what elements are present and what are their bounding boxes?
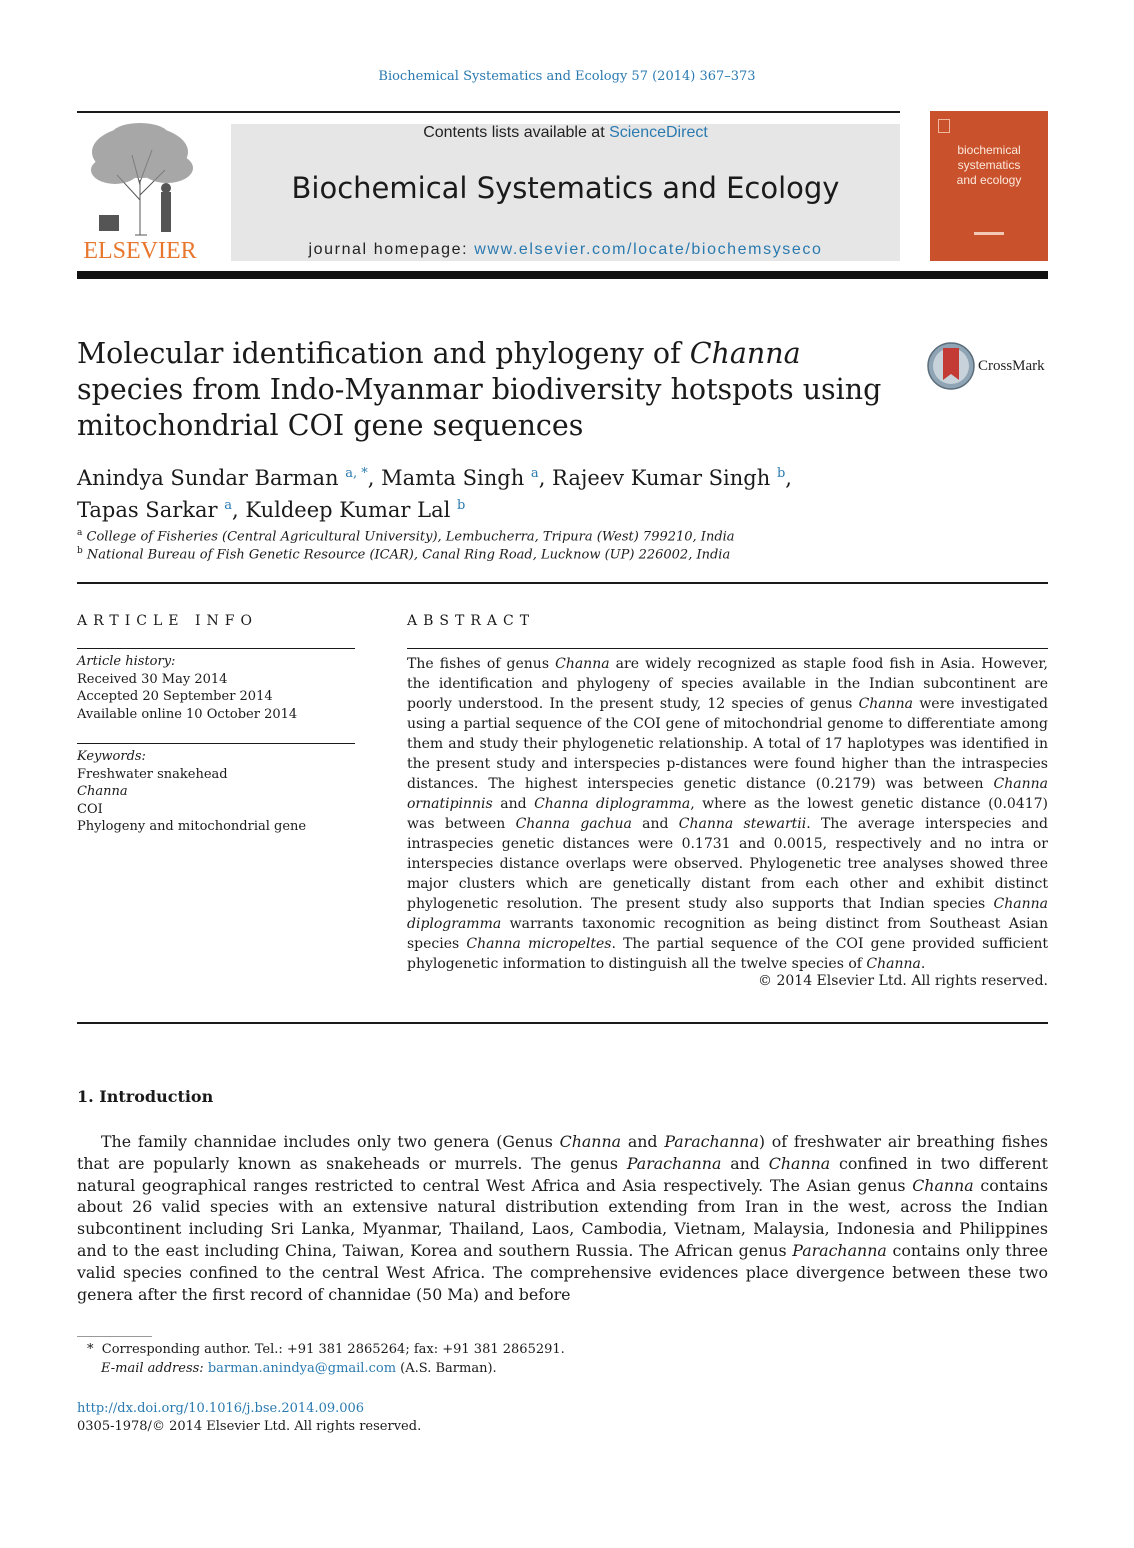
issn-line: 0305-1978/© 2014 Elsevier Ltd. All rights reserved.: [77, 1419, 422, 1434]
author-separator: ,: [538, 466, 553, 490]
text-run: contains about 26 valid species with an extensive natural distribution extending from Iran in the west, across the Indian subcontinent including Sri Lanka, Myanmar, Thailand, Laos, Cambodia, Vietnam, Malaysia, Indonesia and Philippines and to the east including China, Taiwan, Korea and southern Russia. The African genus: [77, 1175, 1048, 1260]
italic-term: Channa micropeltes: [466, 936, 612, 952]
homepage-prefix: journal homepage:: [308, 241, 475, 258]
text-run: . The average interspecies and intraspecies genetic distances were 0.1731 and 0.0015, respectively and no intra or interspecies distance overlaps were observed. Phylogenetic tree analyses showed three major clusters which are genetically distant from each other and exhibit distinct phylogenetic resolution. The present study also supports that Indian species: [407, 816, 1049, 912]
italic-term: Channa ornatipinnis: [407, 776, 1048, 812]
contents-line: [231, 124, 900, 142]
history-item: Received 30 May 2014: [77, 671, 228, 687]
keywords-rule: [77, 743, 355, 744]
article-title: [77, 336, 897, 444]
email-link[interactable]: barman.anindya@gmail.com: [207, 1361, 397, 1376]
publisher-wordmark: ELSEVIER: [83, 238, 197, 264]
text-run: and: [492, 796, 535, 812]
author[interactable]: [552, 466, 785, 490]
italic-term: Channa: [555, 656, 610, 672]
article-info-heading: ARTICLE INFO: [77, 613, 258, 629]
elsevier-logo: [77, 120, 203, 265]
text-run: are widely recognized as staple food fish in Asia. However, the identification and phylogeny of species available in the Indian subcontinent are poorly understood. In the present study, 12 species of genus: [407, 656, 1048, 712]
italic-term: Parachanna: [664, 1132, 759, 1151]
text-run: and: [621, 1132, 665, 1151]
text-run: .: [920, 956, 926, 972]
elsevier-tree-icon: [77, 120, 203, 238]
homepage-link[interactable]: www.elsevier.com/locate/biochemsyseco: [474, 241, 823, 258]
footnote-text: Corresponding author. Tel.: +91 381 2865264; fax: +91 381 2865291.: [101, 1342, 565, 1357]
italic-term: Channa: [866, 956, 921, 972]
italic-term: Parachanna: [792, 1240, 887, 1260]
doi[interactable]: [77, 1401, 364, 1416]
author-separator: ,: [367, 466, 382, 490]
affiliation-text: National Bureau of Fish Genetic Resource (ICAR), Canal Ring Road, Lucknow (UP) 226002, India: [86, 547, 731, 563]
journal-reference[interactable]: [0, 69, 1134, 84]
title-part: Molecular identification and phylogeny of: [77, 337, 690, 370]
author[interactable]: [245, 498, 465, 522]
cover-title: [938, 143, 1040, 188]
affiliation-mark: a: [77, 528, 83, 538]
italic-term: Channa diplogramma: [407, 896, 1048, 932]
keyword: Channa: [77, 784, 128, 799]
cover-logo-icon: [938, 119, 950, 133]
history-item: Available online 10 October 2014: [77, 706, 298, 722]
corresponding-author-note: [87, 1342, 565, 1357]
text-run: and: [721, 1153, 769, 1173]
crossmark-icon: [927, 342, 975, 390]
journal-reference-link[interactable]: Biochemical Systematics and Ecology 57 (2014) 367–373: [378, 69, 756, 84]
author-list: [77, 460, 977, 524]
affiliation: [77, 546, 730, 562]
affiliation-text: College of Fisheries (Central Agricultural University), Lembucherra, Tripura (West) 799210, India: [86, 529, 735, 545]
contents-prefix: Contents lists available at: [423, 124, 610, 141]
crossmark-label: CrossMark: [978, 358, 1045, 374]
keyword: Phylogeny and mitochondrial gene: [77, 819, 307, 834]
author[interactable]: [381, 466, 539, 490]
header-top-rule: [77, 111, 900, 113]
affiliation: [77, 528, 735, 544]
article-info-rule: [77, 648, 355, 649]
homepage-line: [231, 241, 900, 259]
author-separator: ,: [785, 466, 792, 490]
author-separator: ,: [232, 498, 246, 522]
journal-cover[interactable]: [930, 111, 1048, 261]
italic-term: Channa: [559, 1132, 622, 1151]
text-run: and: [631, 816, 679, 832]
cover-title-line: biochemical: [957, 143, 1021, 157]
author-name: Rajeev Kumar Singh: [552, 466, 771, 490]
author-affiliation-mark[interactable]: a: [224, 498, 232, 513]
italic-term: Parachanna: [626, 1153, 722, 1173]
text-run: , where as the lowest genetic distance (0.0417) was between: [407, 796, 1049, 832]
italic-term: Channa: [768, 1153, 831, 1173]
sciencedirect-link[interactable]: ScienceDirect: [609, 124, 708, 141]
text-run: ) of freshwater air breathing fishes that are popularly known as snakeheads or murrels. The genus: [77, 1132, 1048, 1173]
abstract-copyright: © 2014 Elsevier Ltd. All rights reserved.: [758, 973, 1048, 989]
text-run: The family channidae includes only two genera (Genus: [101, 1132, 560, 1151]
email-note: [101, 1361, 497, 1376]
abstract-body: [407, 654, 1048, 974]
text-run: . The partial sequence of the COI gene provided sufficient phylogenetic information to distinguish all the twelve species of: [407, 936, 1048, 972]
email-suffix: (A.S. Barman).: [396, 1361, 497, 1376]
footnote-rule: [77, 1336, 152, 1337]
email-label: E-mail address:: [101, 1361, 208, 1376]
author-name: Tapas Sarkar: [77, 498, 218, 522]
introduction-heading: 1. Introduction: [77, 1087, 214, 1106]
front-matter-rule: [77, 582, 1048, 584]
keyword: COI: [77, 801, 103, 817]
italic-term: Channa stewartii: [678, 816, 807, 832]
text-run: The fishes of genus: [407, 656, 556, 672]
text-run: warrants taxonomic recognition as being distinct from Southeast Asian species: [407, 916, 1048, 952]
author-name: Mamta Singh: [381, 466, 525, 490]
affiliation-mark: b: [77, 546, 83, 556]
italic-term: Channa: [912, 1175, 974, 1195]
cover-title-line: systematics: [957, 158, 1021, 172]
keywords-label: Keywords:: [77, 749, 146, 764]
doi-link[interactable]: http://dx.doi.org/10.1016/j.bse.2014.09.006: [77, 1401, 365, 1416]
history-item: Accepted 20 September 2014: [77, 689, 273, 704]
footnote-mark: *: [87, 1342, 94, 1357]
author-affiliation-mark[interactable]: b: [457, 498, 466, 513]
italic-term: Channa gachua: [515, 816, 632, 832]
history-label: Article history:: [77, 654, 176, 669]
journal-banner: [231, 124, 900, 261]
author-affiliation-mark[interactable]: b: [776, 466, 786, 481]
abstract-heading: ABSTRACT: [407, 613, 536, 629]
crossmark-badge[interactable]: [927, 342, 1049, 390]
keyword: Freshwater snakehead: [77, 766, 228, 782]
text-run: confined in two different natural geographical ranges restricted to central West Africa and Asia respectively. The Asian genus: [77, 1153, 1048, 1195]
keywords: [77, 748, 355, 836]
author-affiliation-mark[interactable]: a, *: [345, 466, 368, 481]
title-part: species from Indo-Myanmar biodiversity hotspots using mitochondrial COI gene sequences: [77, 373, 882, 442]
cover-title-line: and ecology: [956, 173, 1022, 187]
author[interactable]: [77, 466, 368, 490]
author-affiliation-mark[interactable]: a: [530, 466, 539, 481]
text-run: contains only three valid species confined to the central West Africa. The comprehensive evidences place divergence between these two genera after the first record of channidae (50 Ma) and before: [77, 1240, 1048, 1304]
abstract-rule: [407, 648, 1048, 649]
article-history: [77, 653, 355, 723]
introduction-body: [77, 1131, 1048, 1305]
author-name: Kuldeep Kumar Lal: [245, 498, 451, 522]
cover-sciencedirect-icon: [938, 230, 1040, 240]
title-italic: Channa: [689, 337, 801, 370]
author-name: Anindya Sundar Barman: [77, 466, 339, 490]
journal-title: Biochemical Systematics and Ecology: [291, 171, 840, 205]
author[interactable]: [77, 498, 232, 522]
abstract-end-rule: [77, 1022, 1048, 1024]
italic-term: Channa diplogramma: [534, 796, 691, 812]
header-thick-rule: [77, 271, 1048, 279]
text-run: were investigated using a partial sequence of the COI gene of mitochondrial genome to differentiate among them and study their phylogenetic relationship. A total of 17 haplotypes was identified in the present study and interspecies p-distances were found higher than the intraspecies distances. The highest interspecies genetic distance (0.2179) was between: [407, 696, 1048, 792]
italic-term: Channa: [858, 696, 914, 712]
